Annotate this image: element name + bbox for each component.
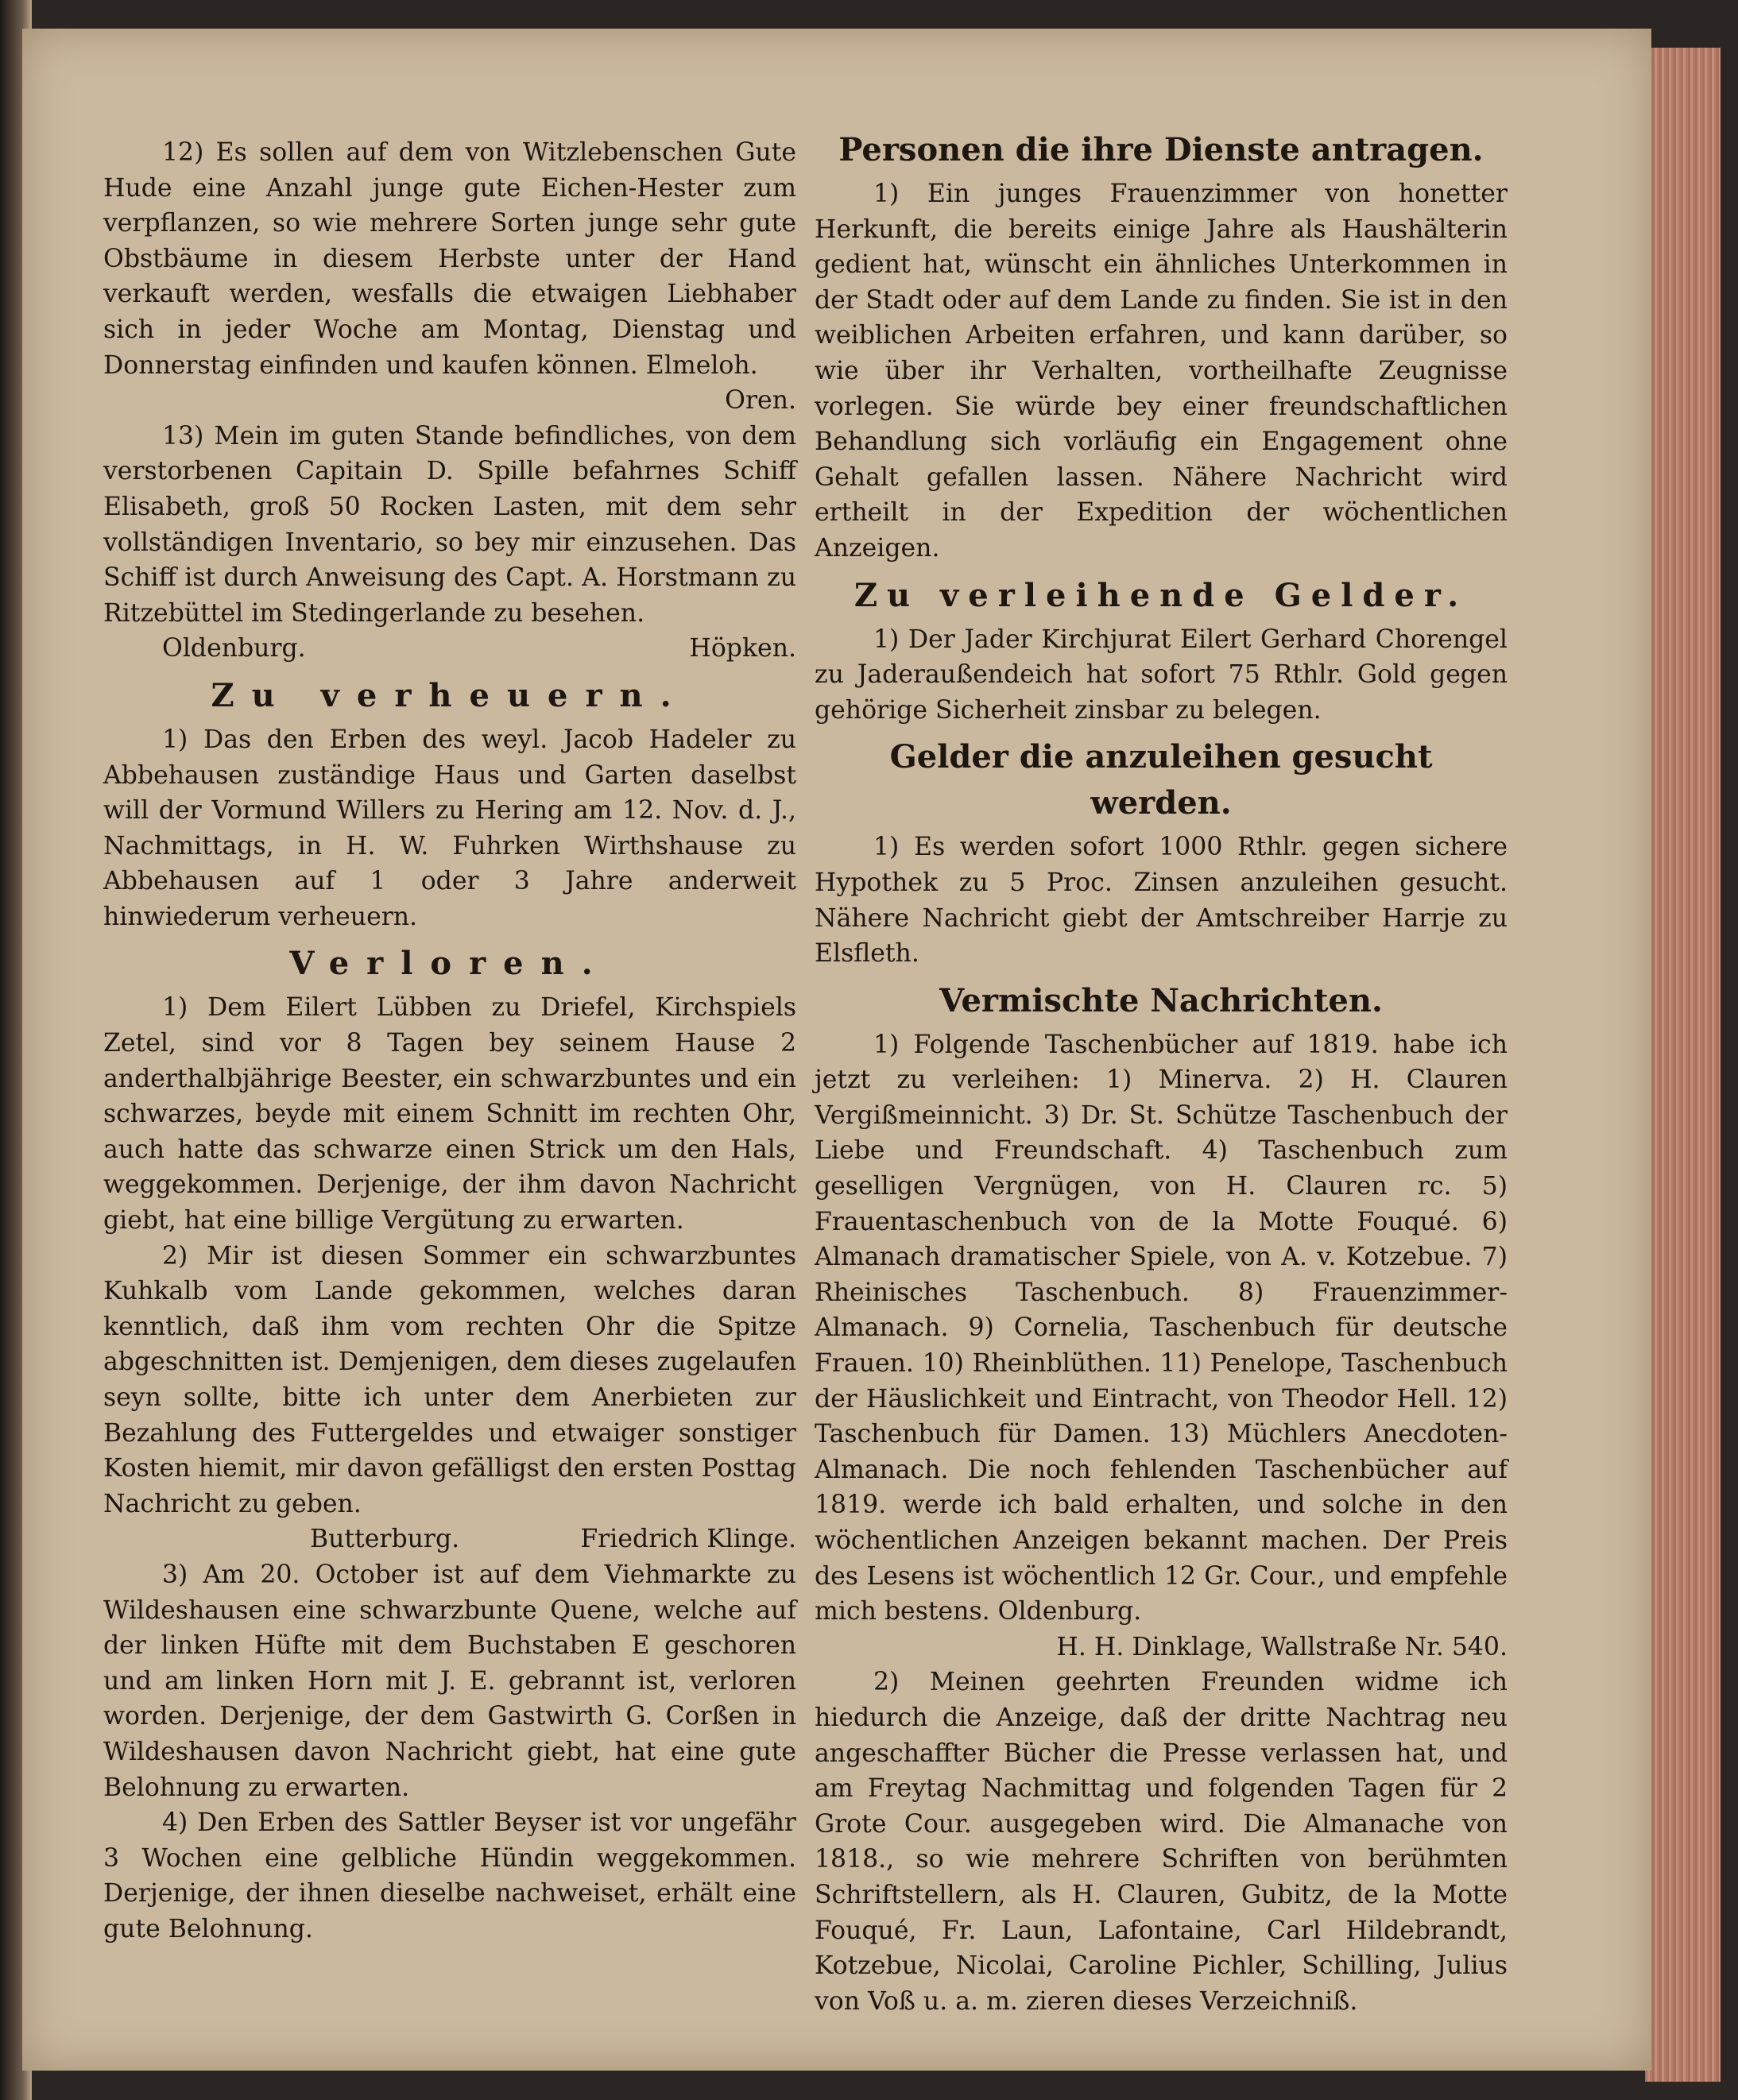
misc-2: 2) Meinen geehrten Freunden widme ich hiedurch die Anzeige, daß der dritte Nachtrag neu angeschaffter Bücher die Presse verlassen hat, und am Freytag Nachmittag und folgenden Tagen für 2 Grote Cour. ausgegeben wird. Die Almanache von 1818., so wie mehrere Schriften von berühmten Schriftstellern, als H. Clauren, Gubitz, de la Motte Fouqué, Fr. Laun, Lafontaine, Carl Hildebrandt, Kotzebue, Nicolai, Caroline Pichler, Schilling, Julius von Voß u. a. m. zieren dieses Verzeichniß. xyxy=(815,1668,1508,2016)
lost-1: 1) Dem Eilert Lübben zu Driefel, Kirchspiels Zetel, sind vor 8 Tagen bey seinem Hause 2 anderthalbjährige Beester, ein schwarzbuntes und ein schwarzes, beyde mit einem Schnitt im rechten Ohr, auch hatte das schwarze einen Strick um den Hals, weggekommen. Derjenige, der ihm davon Nachricht giebt, hat eine billige Vergütung zu erwarten. xyxy=(103,993,796,1236)
heading-lend: Zu verleihende Gelder. xyxy=(854,576,1469,614)
heading-service: Personen die ihre Dienste antragen. xyxy=(838,131,1484,168)
heading-borrow: Gelder die anzuleihen gesucht werden. xyxy=(889,738,1433,822)
lost-2-place: Butterburg. xyxy=(310,1525,460,1554)
heading-rent: Zu verheuern. xyxy=(211,676,689,714)
ad-12-signature: Oren. xyxy=(725,386,796,416)
ad-13: 13) Mein im guten Stande befindliches, von dem verstorbenen Capitain D. Spille befahrnes Schiff Elisabeth, groß 50 Rocken Lasten, mit dem sehr vollständigen Inventario, so bey mir einzusehen. Das Schiff ist durch Anweisung des Capt. A. Horstmann zu Ritzebüttel im Stedingerlande zu besehen. xyxy=(103,421,796,628)
heading-lost: Verloren. xyxy=(289,945,610,983)
lost-2-signature: Friedrich Klinge. xyxy=(580,1525,796,1554)
ad-13-signature-row xyxy=(103,631,796,667)
ad-13-place: Oldenburg. xyxy=(162,634,306,663)
ad-12: 12) Es sollen auf dem von Witzlebenschen Gute Hude eine Anzahl junge gute Eichen-Hester zum verpflanzen, so wie mehrere Sorten junge sehr gute Obstbäume in diesem Herbste unter der Hand verkauft werden, wesfalls die etwaigen Liebhaber sich in jeder Woche am Montag, Dienstag und Donnerstag einfinden und kaufen können. Elmeloh. xyxy=(103,138,796,380)
left-column xyxy=(103,135,796,1947)
heading-misc: Vermischte Nachrichten. xyxy=(939,981,1383,1019)
lost-2-signature-row xyxy=(103,1522,796,1557)
lost-3: 3) Am 20. October ist auf dem Viehmarkte zu Wildeshausen eine schwarzbunte Quene, welche auf der linken Hüfte mit dem Buchstaben E geschoren und am linken Horn mit J. E. gebrannt ist, verloren worden. Derjenige, der dem Gastwirth G. Corßen in Wildeshausen davon Nachricht giebt, hat eine gute Belohnung zu erwarten. xyxy=(103,1560,796,1802)
lost-2: 2) Mir ist diesen Sommer ein schwarzbuntes Kuhkalb vom Lande gekommen, welches daran kenntlich, daß ihm vom rechten Ohr die Spitze abgeschnitten ist. Demjenigen, dem dieses zugelaufen seyn sollte, bitte ich unter dem Anerbieten zur Bezahlung des Futtergeldes und etwaiger sonstiger Kosten hiemit, mir davon gefälligst den ersten Posttag Nachricht zu geben. xyxy=(103,1241,796,1518)
misc-1-signature: H. H. Dinklage, Wallstraße Nr. 540. xyxy=(1056,1632,1508,1661)
service-1: 1) Ein junges Frauenzimmer von honetter Herkunft, die bereits einige Jahre als Haushälterin gedient hat, wünscht ein ähnliches Unterkommen in der Stadt oder auf dem Lande zu finden. Sie ist in den weiblichen Arbeiten erfahren, und kann darüber, so wie über ihr Verhalten, vortheilhafte Zeugnisse vorlegen. Sie würde bey einer freundschaftlichen Behandlung sich vorläufig ein Engagement ohne Gehalt gefallen lassen. Nähere Nachricht wird ertheilt in der Expedition der wöchentlichen Anzeigen. xyxy=(815,180,1508,563)
right-column xyxy=(815,131,1508,2019)
lend-1: 1) Der Jader Kirchjurat Eilert Gerhard Chorengel zu Jaderaußendeich hat sofort 75 Rthlr. Gold gegen gehörige Sicherheit zinsbar zu belegen. xyxy=(815,625,1508,725)
lost-4: 4) Den Erben des Sattler Beyser ist vor ungefähr 3 Wochen eine gelbliche Hündin weggekommen. Derjenige, der ihnen dieselbe nachweiset, erhält eine gute Belohnung. xyxy=(103,1808,796,1943)
page-edge xyxy=(1645,48,1721,2082)
borrow-1: 1) Es werden sofort 1000 Rthlr. gegen sichere Hypothek zu 5 Proc. Zinsen anzuleihen gesucht. Nähere Nachricht giebt der Amtschreiber Harrje zu Elsfleth. xyxy=(815,833,1508,969)
rent-1: 1) Das den Erben des weyl. Jacob Hadeler zu Abbehausen zuständige Haus und Garten daselbst will der Vormund Willers zu Hering am 12. Nov. d. J., Nachmittags, in H. W. Fuhrken Wirthshause zu Abbehausen auf 1 oder 3 Jahre anderweit hinwiederum verheuern. xyxy=(103,725,796,931)
ad-13-signature: Höpken. xyxy=(689,634,796,663)
misc-1: 1) Folgende Taschenbücher auf 1819. habe ich jetzt zu verleihen: 1) Minerva. 2) H. Clauren Vergißmeinnicht. 3) Dr. St. Schütze Taschenbuch der Liebe und Freundschaft. 4) Taschenbuch zum geselligen Vergnügen, von H. Clauren rc. 5) Frauentaschenbuch von de la Motte Fouqué. 6) Almanach dramatischer Spiele, von A. v. Kotzebue. 7) Rheinisches Taschenbuch. 8) Frauenzimmer-Almanach. 9) Cornelia, Taschenbuch für deutsche Frauen. 10) Rheinblüthen. 11) Penelope, Taschenbuch der Häuslichkeit und Eintracht, von Theodor Hell. 12) Taschenbuch für Damen. 13) Müchlers Anecdoten-Almanach. Die noch fehlenden Taschenbücher auf 1819. werde ich bald erhalten, und solche in den wöchentlichen Anzeigen bekannt machen. Der Preis des Lesens ist wöchentlich 12 Gr. Cour., und empfehle mich bestens. Oldenburg. xyxy=(815,1030,1508,1626)
